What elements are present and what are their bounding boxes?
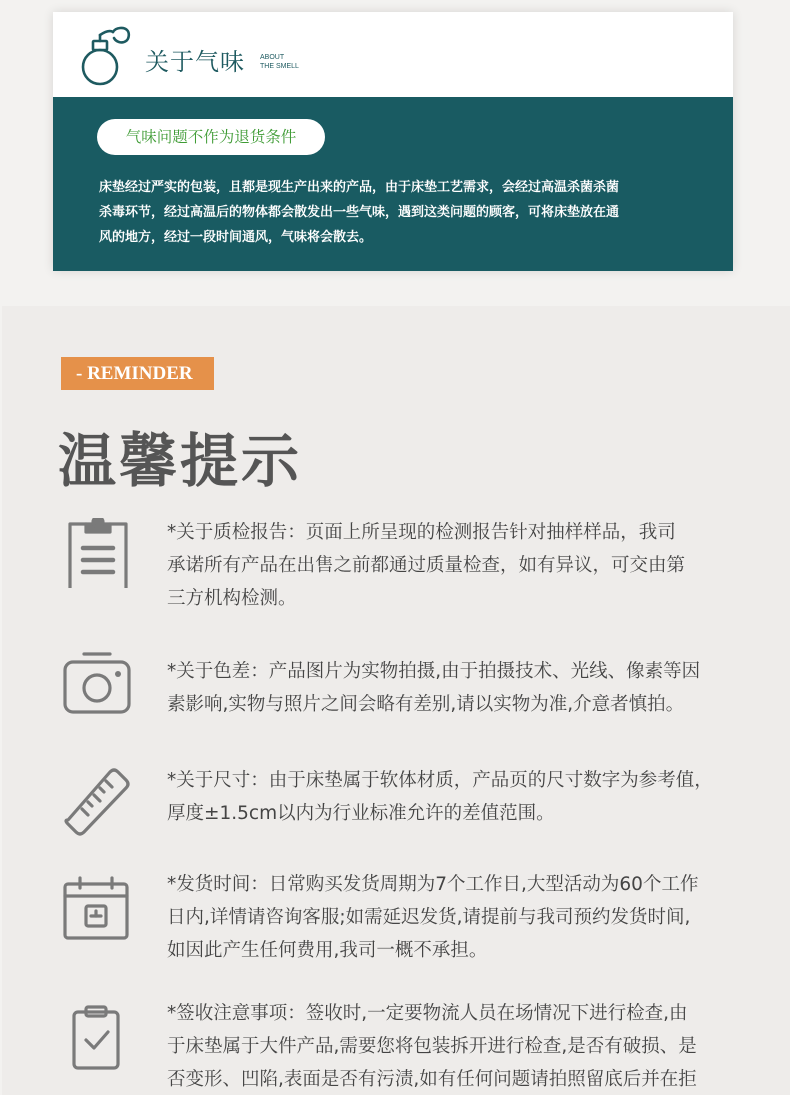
item-line: 素影响,实物与照片之间会略有差别,请以实物为准,介意者慎拍。 (167, 694, 685, 715)
no-return-pill: 气味问题不作为退货条件 (97, 119, 325, 155)
reminder-title: 温馨提示 (58, 427, 303, 495)
item-line: 日内,详情请咨询客服;如需延迟发货,请提前与我司预约发货时间, (167, 907, 691, 928)
ruler-icon (62, 766, 132, 836)
about-smell-title: 关于气味 (145, 48, 245, 76)
item-line: 否变形、凹陷,表面是否有污渍,如有任何问题请拍照留底后并在拒 (167, 1069, 697, 1090)
about-smell-card (53, 12, 733, 271)
item-line: 厚度±1.5cm以内为行业标准允许的差值范围。 (167, 803, 555, 824)
item-line: 三方机构检测。 (167, 588, 297, 609)
reminder-badge: - REMINDER (61, 357, 214, 390)
clipboard-check-icon (62, 1004, 132, 1074)
about-smell-subtitle (260, 53, 299, 71)
clipboard-icon (62, 518, 132, 588)
reminder-panel (2, 306, 790, 1095)
item-line: 承诺所有产品在出售之前都通过质量检查，如有异议，可交由第 (167, 555, 686, 576)
about-smell-text (99, 175, 699, 250)
item-line: *签收注意事项：签收时,一定要物流人员在场情况下进行检查,由 (167, 1003, 688, 1024)
item-line: *发货时间：日常购买发货周期为7个工作日,大型活动为60个工作 (167, 874, 699, 895)
reminder-item-receipt (167, 997, 767, 1095)
smell-text-line: 风的地方，经过一段时间通风，气味将会散去。 (99, 230, 373, 245)
subtitle-line-2: THE SMELL (260, 63, 299, 70)
perfume-bottle-icon (80, 26, 134, 88)
about-smell-body (53, 97, 733, 271)
camera-icon (62, 650, 132, 720)
reminder-item-shipping (167, 868, 767, 967)
item-line: *关于色差：产品图片为实物拍摄,由于拍摄技术、光线、像素等因 (167, 661, 701, 682)
calendar-icon (62, 874, 132, 944)
item-line: *关于质检报告：页面上所呈现的检测报告针对抽样样品，我司 (167, 522, 676, 543)
reminder-item-quality (167, 516, 767, 615)
item-line: *关于尺寸：由于床垫属于软体材质，产品页的尺寸数字为参考值， (167, 770, 713, 791)
subtitle-line-1: ABOUT (260, 54, 285, 61)
reminder-item-color (167, 655, 767, 721)
smell-text-line: 床垫经过严实的包装，且都是现生产出来的产品，由于床垫工艺需求，会经过高温杀菌杀菌 (99, 180, 620, 195)
item-line: 于床垫属于大件产品,需要您将包装拆开进行检查,是否有破损、是 (167, 1036, 697, 1057)
about-smell-header (53, 12, 733, 97)
item-line: 如因此产生任何费用,我司一概不承担。 (167, 940, 488, 961)
smell-text-line: 杀毒环节，经过高温后的物体都会散发出一些气味，遇到这类问题的顾客，可将床垫放在通 (99, 205, 620, 220)
reminder-item-size (167, 764, 767, 830)
